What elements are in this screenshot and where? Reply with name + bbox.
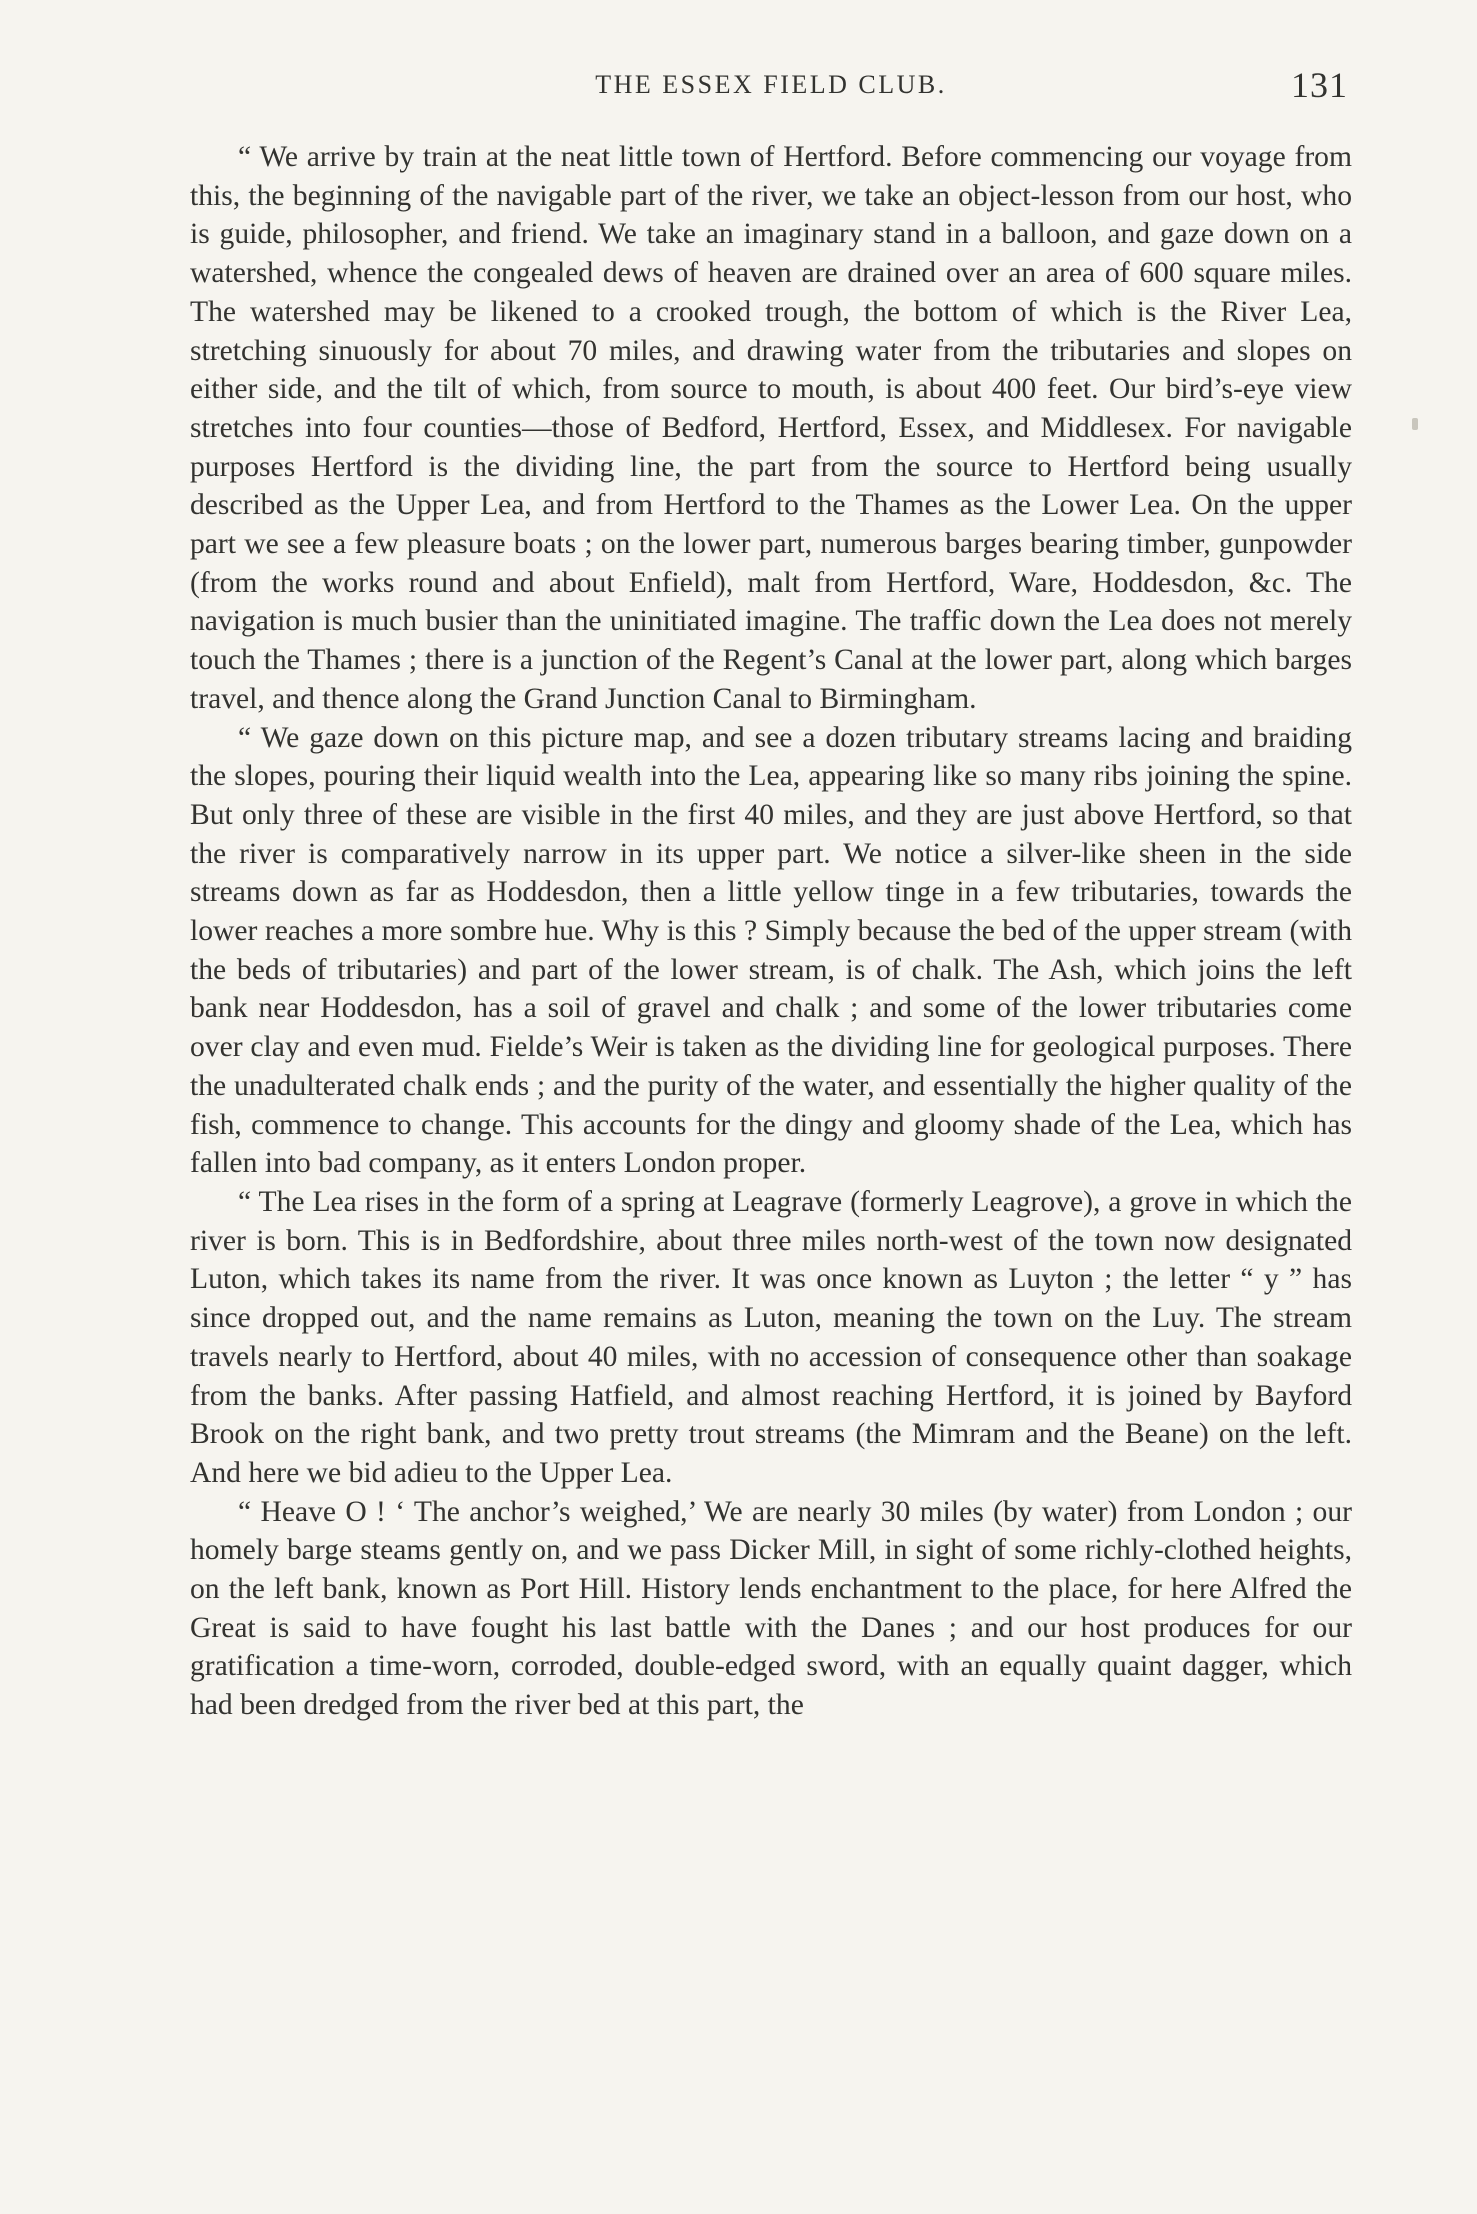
body-text xyxy=(190,138,1352,1725)
running-head xyxy=(190,64,1352,114)
paragraph: “ We arrive by train at the neat little town of Hertford. Before commencing our voyage from this, the beginning of the navigable part of the river, we take an object-lesson from our host, who is guide, philosopher, and friend. We take an imaginary stand in a balloon, and gaze down on a watershed, whence the congealed dews of heaven are drained over an area of 600 square miles. The watershed may be likened to a crooked trough, the bottom of which is the River Lea, stretching sinuously for about 70 miles, and drawing water from the tributaries and slopes on either side, and the tilt of which, from source to mouth, is about 400 feet. Our bird’s-eye view stretches into four counties—those of Bedford, Hertford, Essex, and Middlesex. For navigable purposes Hertford is the dividing line, the part from the source to Hertford being usually described as the Upper Lea, and from Hertford to the Thames as the Lower Lea. On the upper part we see a few pleasure boats ; on the lower part, numerous barges bearing timber, gunpowder (from the works round and about Enfield), malt from Hertford, Ware, Hoddesdon, &c. The navigation is much busier than the uninitiated imagine. The traffic down the Lea does not merely touch the Thames ; there is a junction of the Regent’s Canal at the lower part, along which barges travel, and thence along the Grand Junction Canal to Birmingham. xyxy=(190,141,1352,715)
running-title: THE ESSEX FIELD CLUB. xyxy=(595,70,947,99)
paragraph: “ The Lea rises in the form of a spring at Leagrave (formerly Leagrove), a grove in which the river is born. This is in Bedfordshire, about three miles north-west of the town now designated Luton, which takes its name from the river. It was once known as Luyton ; the letter “ y ” has since dropped out, and the name remains as Luton, meaning the town on the Luy. The stream travels nearly to Hertford, about 40 miles, with no accession of consequence other than soakage from the banks. After passing Hatfield, and almost reaching Hertford, it is joined by Bayford Brook on the right bank, and two pretty trout streams (the Mimram and the Beane) on the left. And here we bid adieu to the Upper Lea. xyxy=(190,1185,1352,1489)
paragraph: “ Heave O ! ‘ The anchor’s weighed,’ We are nearly 30 miles (by water) from London ; our homely barge steams gently on, and we pass Dicker Mill, in sight of some richly-clothed heights, on the left bank, known as Port Hill. History lends enchantment to the place, for here Alfred the Great is said to have fought his last battle with the Danes ; and our host produces for our gratification a time-worn, corroded, double-edged sword, with an equally quaint dagger, which had been dredged from the river bed at this part, the xyxy=(190,1495,1352,1722)
margin-speck xyxy=(1412,418,1418,430)
book-page xyxy=(190,64,1352,1725)
paragraph: “ We gaze down on this picture map, and see a dozen tributary streams lacing and braiding the slopes, pouring their liquid wealth into the Lea, appearing like so many ribs joining the spine. But only three of these are visible in the first 40 miles, and they are just above Hertford, so that the river is comparatively narrow in its upper part. We notice a silver-like sheen in the side streams down as far as Hoddesdon, then a little yellow tinge in a few tributaries, towards the lower reaches a more sombre hue. Why is this ? Simply because the bed of the upper stream (with the beds of tributaries) and part of the lower stream, is of chalk. The Ash, which joins the left bank near Hoddesdon, has a soil of gravel and chalk ; and some of the lower tributaries come over clay and even mud. Fielde’s Weir is taken as the dividing line for geological purposes. There the unadulterated chalk ends ; and the purity of the water, and essentially the higher quality of the fish, commence to change. This accounts for the dingy and gloomy shade of the Lea, which has fallen into bad company, as it enters London proper. xyxy=(190,721,1352,1180)
page-number: 131 xyxy=(1291,65,1348,105)
